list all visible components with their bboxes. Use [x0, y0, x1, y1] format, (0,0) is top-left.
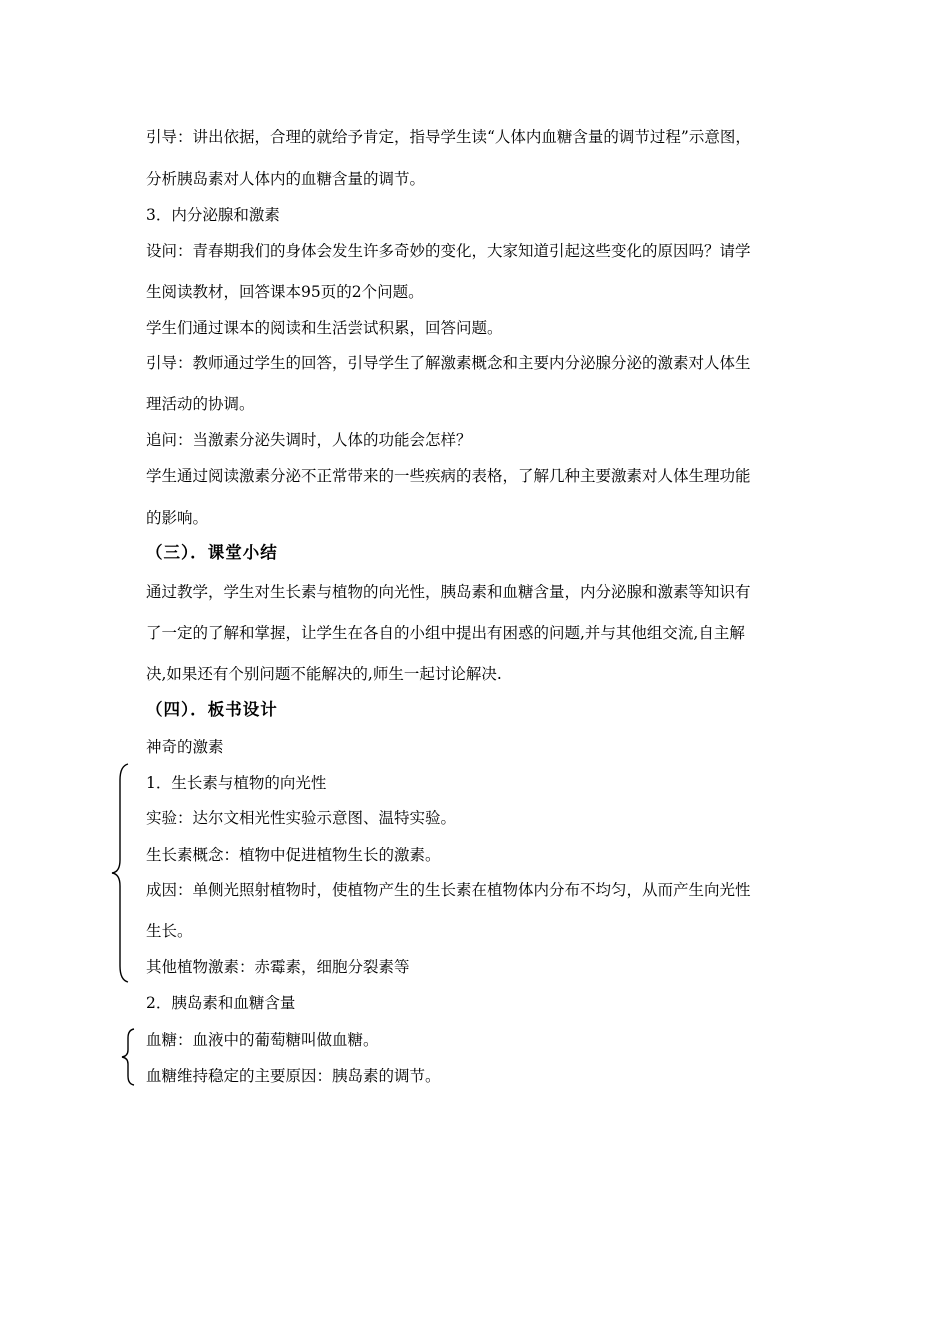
paragraph-line: 学生们通过课本的阅读和生活尝试积累，回答问题。: [146, 319, 503, 337]
section-heading-summary: （三）．课堂小结: [146, 543, 278, 562]
left-brace-1: [108, 760, 132, 986]
paragraph-line: 分析胰岛素对人体内的血糖含量的调节。: [146, 170, 426, 188]
paragraph-line: 决,如果还有个别问题不能解决的,师生一起讨论解决.: [146, 665, 502, 683]
paragraph-line: 通过教学，学生对生长素与植物的向光性，胰岛素和血糖含量，内分泌腺和激素等知识有: [146, 583, 751, 601]
board-item-2b: 血糖维持稳定的主要原因：胰岛素的调节。: [146, 1067, 441, 1085]
board-item-1c-cont: 生长。: [146, 922, 193, 940]
section-3-heading: 3．内分泌腺和激素: [146, 206, 280, 224]
section-heading-board-design: （四）．板书设计: [146, 700, 278, 719]
paragraph-line: 引导：讲出依据，合理的就给予肯定，指导学生读“人体内血糖含量的调节过程”示意图，: [146, 128, 751, 146]
board-item-2: 2．胰岛素和血糖含量: [146, 994, 296, 1012]
paragraph-line: 引导：教师通过学生的回答，引导学生了解激素概念和主要内分泌腺分泌的激素对人体生: [146, 354, 751, 372]
board-item-1d: 其他植物激素：赤霉素，细胞分裂素等: [146, 958, 410, 976]
board-item-1c: 成因：单侧光照射植物时，使植物产生的生长素在植物体内分布不均匀，从而产生向光性: [146, 881, 751, 899]
paragraph-line: 理活动的协调。: [146, 395, 255, 413]
paragraph-line: 设问：青春期我们的身体会发生许多奇妙的变化，大家知道引起这些变化的原因吗？请学: [146, 242, 751, 260]
paragraph-line: 追问：当激素分泌失调时，人体的功能会怎样？: [146, 431, 472, 449]
board-item-1: 1．生长素与植物的向光性: [146, 774, 327, 792]
paragraph-line: 了一定的了解和掌握，让学生在各自的小组中提出有困惑的问题,并与其他组交流,自主解: [146, 624, 745, 642]
paragraph-line: 学生通过阅读激素分泌不正常带来的一些疾病的表格，了解几种主要激素对人体生理功能: [146, 467, 751, 485]
left-brace-2: [118, 1026, 138, 1088]
board-title: 神奇的激素: [146, 738, 224, 756]
board-item-2a: 血糖：血液中的葡萄糖叫做血糖。: [146, 1031, 379, 1049]
paragraph-line: 生阅读教材，回答课本95页的2个问题。: [146, 283, 424, 301]
board-item-1b: 生长素概念：植物中促进植物生长的激素。: [146, 846, 441, 864]
board-item-1a: 实验：达尔文相光性实验示意图、温特实验。: [146, 809, 457, 827]
paragraph-line: 的影响。: [146, 509, 209, 527]
